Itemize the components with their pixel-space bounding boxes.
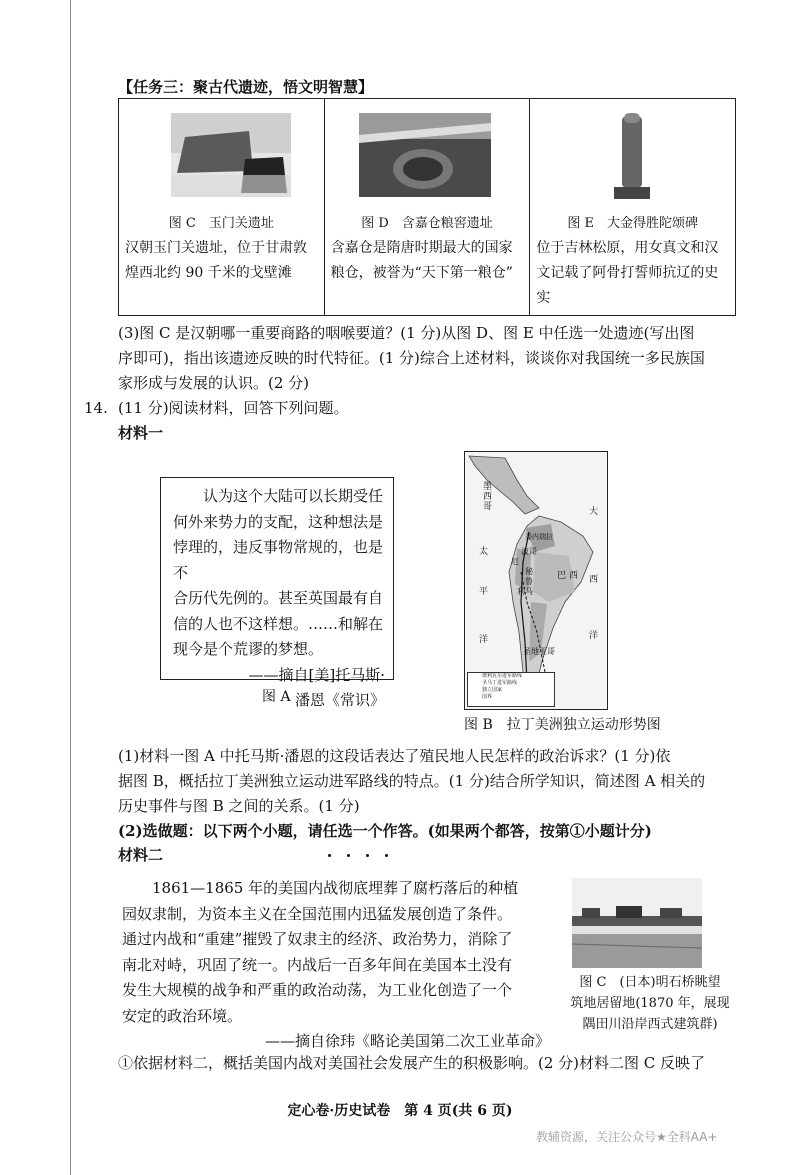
map-legend <box>467 672 555 707</box>
legend-item: 玻利瓦尔进军路线 <box>482 673 523 679</box>
fig-d-desc: 含嘉仓是隋唐时期最大的国家粮仓，被誉为“天下第一粮仓” <box>330 240 513 281</box>
quote-line: 悖理的，违反事物常规的，也是不 <box>173 538 384 582</box>
task3-cell-c <box>119 99 325 316</box>
fig-b-caption: 图 B 拉丁美洲独立运动形势图 <box>464 717 661 733</box>
fig-c2-caption-line: 筑地居留地(1870 年，展现 <box>570 996 730 1011</box>
map-label-brazil-2: 西 <box>569 571 579 581</box>
map-label-pacific-3: 洋 <box>479 635 489 645</box>
map-label-bogota: 波哥 <box>521 547 537 556</box>
fig-c-caption: 图 C 玉门关遗址 <box>168 216 274 231</box>
legend-item: 独立国家 <box>482 687 503 693</box>
q2a-line: ①依据材料二，概括美国内战对美国社会发展产生的积极影响。(2 分)材料二图 C 反映了 <box>118 1054 706 1072</box>
quote-line: 认为这个大陆可以长期受任 <box>203 487 384 505</box>
map-label-santiago: 圣地亚哥 <box>523 647 555 656</box>
fig-d-caption: 图 D 含嘉仓粮窖遗址 <box>361 216 493 231</box>
map-label-ecuador: 厄 <box>511 557 519 566</box>
fig-a-caption: 图 A <box>262 689 291 705</box>
q2-line: (2)选做题：以下两个小题，请任选一个作答。(如果两个都答，按第①小题计分) <box>118 822 652 840</box>
fig-c2-caption-line: 图 C (日本)明石桥眺望 <box>579 975 721 990</box>
task3-cell-d <box>324 99 530 316</box>
map-label-lima: 利马 <box>517 587 533 596</box>
fig-c2-caption-line: 隅田川沿岸西式建筑群) <box>582 1017 718 1032</box>
map-label-atlantic-1: 大 <box>589 507 599 517</box>
map-label-atlantic-2: 西 <box>589 575 599 585</box>
m2-line: 安定的政治环境。 <box>122 1006 243 1025</box>
map-label: 墨 <box>483 482 493 492</box>
q3-line-1: (3)图 C 是汉朝哪一重要商路的咽喉要道？(1 分)从图 D、图 E 中任选一处遗迹(写出图 <box>118 324 695 342</box>
page-margin-line <box>70 0 71 1175</box>
task3-title: 【任务三：聚古代遗迹，悟文明智慧】 <box>118 78 374 96</box>
fig-c-desc: 汉朝玉门关遗址，位于甘肃敦煌西北约 90 千米的戈壁滩 <box>125 240 307 281</box>
photo-granary <box>325 99 530 207</box>
photo-stele <box>530 99 735 207</box>
material1-label: 材料一 <box>118 424 164 442</box>
material2-label: 材料二 <box>118 846 164 864</box>
quote-source-1: ——摘自[美]托马斯· <box>248 665 385 684</box>
m2-line: 园奴隶制，为资本主义在全国范围内迅猛发展创造了条件。 <box>122 904 513 923</box>
fig-e-caption: 图 E 大金得胜陀颂碑 <box>567 216 698 231</box>
task3-table <box>118 98 736 316</box>
map-label: 西 <box>483 492 493 502</box>
map-label-peru-1: 秘 <box>525 567 533 576</box>
map-label: 哥 <box>483 502 493 512</box>
photo-akashi-bridge <box>572 878 702 968</box>
fig-c2-caption <box>562 972 738 1035</box>
task3-cell-e <box>530 99 736 316</box>
q3-line-2: 序即可)，指出该遗迹反映的时代特征。(1 分)综合上述材料，谈谈你对我国统一多民族国 <box>118 349 705 367</box>
photo-yumen-pass <box>119 99 324 207</box>
q3-line-3: 家形成与发展的认识。(2 分) <box>118 374 310 392</box>
emphasis-dots <box>328 842 404 861</box>
m2-source: ——摘自徐玮《略论美国第二次工业革命》 <box>264 1032 550 1050</box>
q1-line-1: (1)材料一图 A 中托马斯·潘恩的这段话表达了殖民地人民怎样的政治诉求？(1 分)依 <box>118 747 671 765</box>
map-label-pacific-1: 太 <box>479 547 489 557</box>
quote-line: 何外来势力的支配，这种想法是 <box>173 512 384 531</box>
map-label-mexico <box>483 482 493 512</box>
map-label-pacific-2: 平 <box>479 587 489 597</box>
quote-text <box>161 478 393 663</box>
m2-line: 1861—1865 年的美国内战彻底埋葬了腐朽落后的种植 <box>152 879 519 897</box>
page-footer: 定心卷·历史试卷 第 4 页(共 6 页) <box>287 1103 513 1119</box>
legend-item: 圣马丁进军路线 <box>482 680 518 686</box>
latin-america-map <box>464 451 608 710</box>
quote-line: 合历代先例的。甚至英国最有自 <box>173 589 384 607</box>
watermark-text: 教辅资源，关注公众号★全科AA+ <box>536 1130 718 1144</box>
m2-line: 发生大规模的战争和严重的政治动荡，为工业化创造了一个 <box>122 981 513 999</box>
m2-line: 南北对峙，巩固了统一。内战后一百多年间在美国本土没有 <box>122 955 513 974</box>
quote-line: 现今是个荒谬的梦想。 <box>173 640 324 658</box>
map-label-venezuela: 委内瑞拉 <box>525 533 553 541</box>
m2-line: 通过内战和“重建”摧毁了奴隶主的经济、政治势力，消除了 <box>122 930 513 948</box>
map-label-atlantic-3: 洋 <box>589 631 599 641</box>
q14-number: 14. <box>84 399 108 417</box>
q14-intro: (11 分)阅读材料，回答下列问题。 <box>118 399 349 417</box>
map-label-peru-2: 鲁 <box>525 577 533 586</box>
quote-line: 信的人也不这样想。……和解在 <box>173 614 384 633</box>
quote-source-2: 潘恩《常识》 <box>294 690 385 709</box>
fig-e-desc: 位于吉林松原，用女真文和汉文记载了阿骨打誓师抗辽的史实 <box>536 240 719 306</box>
q1-line-2: 据图 B，概括拉丁美洲独立运动进军路线的特点。(1 分)结合所学知识，简述图 A 相关的 <box>118 772 706 790</box>
map-label-brazil-1: 巴 <box>557 571 567 581</box>
material2-text <box>122 876 554 1055</box>
legend-item: 国界 <box>482 694 493 700</box>
q1-line-3: 历史事件与图 B 之间的关系。(1 分) <box>118 797 360 815</box>
